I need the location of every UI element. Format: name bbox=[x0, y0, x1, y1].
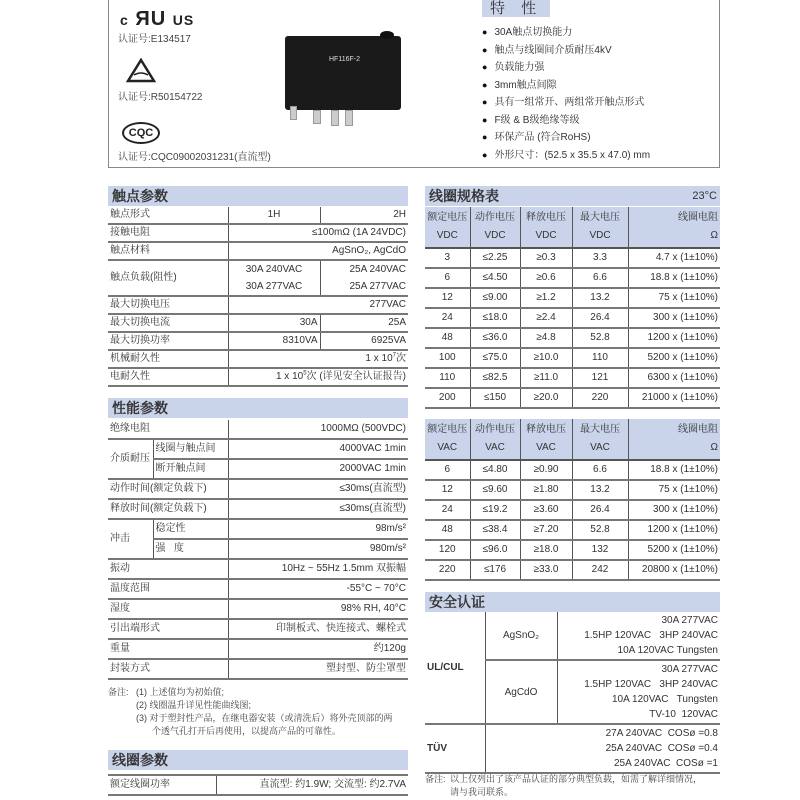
column-header bbox=[572, 419, 628, 460]
column-header bbox=[628, 207, 720, 248]
cell: 13.2 bbox=[572, 288, 628, 308]
cell: ≤30ms(直流型) bbox=[228, 479, 408, 499]
cell: 48 bbox=[425, 520, 470, 540]
relay-pin bbox=[345, 110, 353, 126]
cell: 98m/s² bbox=[228, 519, 408, 539]
cell: ≥0.3 bbox=[520, 248, 572, 268]
cell: 10Hz ~ 55Hz 1.5mm 双振幅 bbox=[228, 559, 408, 579]
row-label: 最大切换功率 bbox=[108, 332, 228, 350]
cell: ≥33.0 bbox=[520, 560, 572, 580]
header-label: 最大电压 bbox=[580, 424, 620, 435]
cell: 220 bbox=[425, 560, 470, 580]
header-unit: VDC bbox=[589, 230, 611, 241]
cell: 21000 x (1±10%) bbox=[628, 388, 720, 408]
header-label: 释放电压 bbox=[526, 424, 566, 435]
table-row bbox=[108, 479, 408, 499]
cell: ≥20.0 bbox=[520, 388, 572, 408]
cell: ≥2.4 bbox=[520, 308, 572, 328]
features-title: 特 性 bbox=[482, 0, 550, 17]
cell: 300 x (1±10%) bbox=[628, 308, 720, 328]
cell: ≥4.8 bbox=[520, 328, 572, 348]
cell: 25A 277VAC bbox=[320, 279, 408, 296]
cell: ≤19.2 bbox=[470, 500, 520, 520]
cell: 13.2 bbox=[572, 480, 628, 500]
cell: 26.4 bbox=[572, 500, 628, 520]
cell: 132 bbox=[572, 540, 628, 560]
unit: 次 bbox=[396, 353, 406, 364]
table-row bbox=[108, 296, 408, 314]
table-row bbox=[108, 639, 408, 659]
table-row bbox=[425, 540, 720, 560]
table-row bbox=[108, 775, 408, 795]
safety-note bbox=[450, 773, 702, 799]
header-label: 额定电压 bbox=[427, 212, 468, 223]
value: 1 x 10 bbox=[365, 353, 393, 364]
header-unit: VDC bbox=[436, 230, 458, 241]
header-unit: VDC bbox=[535, 230, 557, 241]
rating-line: 30A 277VAC bbox=[661, 664, 718, 675]
column-header bbox=[520, 207, 572, 248]
cell bbox=[228, 350, 408, 368]
row-label: 触点材料 bbox=[108, 242, 228, 260]
cell: ≥7.20 bbox=[520, 520, 572, 540]
cell: ≤4.80 bbox=[470, 460, 520, 480]
cell: 2000VAC 1min bbox=[228, 459, 408, 479]
cell: ≤2.25 bbox=[470, 248, 520, 268]
safety-note-prefix: 备注: bbox=[425, 774, 446, 784]
cell: 110 bbox=[425, 368, 470, 388]
cell: 75 x (1±10%) bbox=[628, 288, 720, 308]
coil-ac-table bbox=[425, 419, 720, 581]
table-row bbox=[108, 579, 408, 599]
rating-line: 30A 277VAC bbox=[661, 615, 718, 626]
sub-label: 线圈与触点间 bbox=[153, 439, 228, 459]
rating-line: 1.5HP 120VAC 3HP 240VAC bbox=[584, 679, 718, 690]
relay-pin bbox=[313, 110, 321, 124]
cell: 塑封型、防尘罩型 bbox=[228, 659, 408, 679]
ul-cert-number: 认证号:E134517 bbox=[118, 34, 191, 45]
cell: 98% RH, 40°C bbox=[228, 599, 408, 619]
cell: ≤30ms(直流型) bbox=[228, 499, 408, 519]
material-label: AgSnO₂ bbox=[485, 612, 557, 660]
cell: 20800 x (1±10%) bbox=[628, 560, 720, 580]
header-row bbox=[425, 207, 720, 248]
table-row bbox=[425, 328, 720, 348]
note-line: 请与我司联系。 bbox=[450, 787, 514, 797]
table-row bbox=[108, 260, 408, 279]
cqc-logo: CQC bbox=[122, 122, 160, 144]
exponent: 5 bbox=[303, 370, 307, 377]
note-line: (1) 上述值均为初始值; bbox=[136, 687, 225, 697]
note-line: 以上仅列出了该产品认证的部分典型负载，如需了解详细情况， bbox=[450, 774, 703, 784]
table-row bbox=[108, 619, 408, 639]
cell: ≥1.80 bbox=[520, 480, 572, 500]
table-row bbox=[108, 242, 408, 260]
rating-line: 27A 240VAC COSø =0.8 bbox=[605, 728, 718, 739]
ul-cul-label: UL/CUL bbox=[425, 612, 485, 724]
material-label: AgCdO bbox=[485, 660, 557, 724]
table-row bbox=[425, 268, 720, 288]
table-row bbox=[425, 612, 720, 660]
column-header bbox=[470, 207, 520, 248]
table-row bbox=[108, 559, 408, 579]
table-row bbox=[108, 224, 408, 242]
ul-logo-c: c bbox=[120, 12, 129, 28]
feature-item: ● 触点与线圈间介质耐压4kV bbox=[482, 42, 650, 60]
row-label: 机械耐久性 bbox=[108, 350, 228, 368]
column-header bbox=[425, 419, 470, 460]
value: 1 x 10 bbox=[275, 371, 304, 382]
table-row bbox=[108, 314, 408, 332]
coil-table-title-text: 线圈规格表 bbox=[429, 188, 499, 204]
row-label: 引出端形式 bbox=[108, 619, 228, 639]
cell: 200 bbox=[425, 388, 470, 408]
cell: 6.6 bbox=[572, 268, 628, 288]
header-unit: VAC bbox=[485, 442, 505, 453]
cell: 48 bbox=[425, 328, 470, 348]
rating-line: 25A 240VAC COSø =0.4 bbox=[605, 743, 718, 754]
cell: ≤150 bbox=[470, 388, 520, 408]
cell: ≤82.5 bbox=[470, 368, 520, 388]
column-header bbox=[628, 419, 720, 460]
table-row bbox=[425, 520, 720, 540]
row-label: 湿度 bbox=[108, 599, 228, 619]
cell: ≤38.4 bbox=[470, 520, 520, 540]
exponent: 7 bbox=[392, 352, 396, 359]
row-label: 电耐久性 bbox=[108, 368, 228, 386]
table-row bbox=[425, 724, 720, 773]
cell: ≥0.6 bbox=[520, 268, 572, 288]
table-row bbox=[425, 368, 720, 388]
cell: 121 bbox=[572, 368, 628, 388]
sub-label: 强 度 bbox=[153, 539, 228, 559]
performance-table bbox=[108, 420, 408, 680]
cell: 1000MΩ (500VDC) bbox=[228, 420, 408, 439]
row-label: 动作时间(额定负载下) bbox=[108, 479, 228, 499]
cell: 52.8 bbox=[572, 520, 628, 540]
header-label: 最大电压 bbox=[580, 212, 620, 223]
table-row bbox=[108, 539, 408, 559]
rating-line: 10A 120VAC Tungsten bbox=[611, 694, 718, 705]
cell: 980m/s² bbox=[228, 539, 408, 559]
cell: 24 bbox=[425, 308, 470, 328]
cell: 26.4 bbox=[572, 308, 628, 328]
header-unit: VAC bbox=[536, 442, 556, 453]
cell: 6925VA bbox=[320, 332, 408, 350]
rating-line: 25A 240VAC COSø =1 bbox=[613, 758, 718, 769]
row-label: 绝缘电阻 bbox=[108, 420, 228, 439]
cell: ≥1.2 bbox=[520, 288, 572, 308]
cell: 约120g bbox=[228, 639, 408, 659]
cell: 75 x (1±10%) bbox=[628, 480, 720, 500]
cell: 30A 240VAC bbox=[228, 260, 320, 279]
table-row bbox=[425, 560, 720, 580]
cell: 2H bbox=[320, 207, 408, 224]
cell: 印制板式、快连接式、螺栓式 bbox=[228, 619, 408, 639]
cell: ≤75.0 bbox=[470, 348, 520, 368]
cqc-cert-number: 认证号:CQC09002031231(直流型) bbox=[118, 152, 271, 163]
cell: 120 bbox=[425, 540, 470, 560]
table-row bbox=[108, 519, 408, 539]
cell: 30A bbox=[228, 314, 320, 332]
features-list bbox=[482, 24, 650, 164]
header-label: 线圈电阻 bbox=[678, 424, 718, 435]
feature-item: ● F级 & B级绝缘等级 bbox=[482, 112, 650, 130]
cell: 12 bbox=[425, 480, 470, 500]
row-label: 最大切换电流 bbox=[108, 314, 228, 332]
cell: 300 x (1±10%) bbox=[628, 500, 720, 520]
cell: ≤4.50 bbox=[470, 268, 520, 288]
table-row bbox=[108, 459, 408, 479]
row-label: 冲击 bbox=[108, 519, 153, 559]
coil-params-table bbox=[108, 774, 408, 796]
cell: 6.6 bbox=[572, 460, 628, 480]
ratings bbox=[557, 612, 720, 660]
table-row bbox=[425, 308, 720, 328]
cell: ≤18.0 bbox=[470, 308, 520, 328]
column-header bbox=[572, 207, 628, 248]
cell: 110 bbox=[572, 348, 628, 368]
column-header bbox=[425, 207, 470, 248]
feature-item: ● 具有一组常开、两组常开触点形式 bbox=[482, 94, 650, 112]
note-line: (3) 对于塑封性产品，在继电器安装（或清洗后）将外壳顶部的两 bbox=[136, 713, 393, 723]
sub-label: 断开触点间 bbox=[153, 459, 228, 479]
contact-table bbox=[108, 207, 408, 387]
column-header bbox=[470, 419, 520, 460]
cell: ≤100mΩ (1A 24VDC) bbox=[228, 224, 408, 242]
table-row bbox=[108, 439, 408, 459]
row-label: 释放时间(额定负载下) bbox=[108, 499, 228, 519]
cell: ≥18.0 bbox=[520, 540, 572, 560]
column-header bbox=[520, 419, 572, 460]
cell: AgSnO₂, AgCdO bbox=[228, 242, 408, 260]
unit: 次 (详见安全认证报告) bbox=[306, 371, 406, 382]
cell: 3.3 bbox=[572, 248, 628, 268]
cell: 6300 x (1±10%) bbox=[628, 368, 720, 388]
table-row bbox=[425, 248, 720, 268]
tuv-triangle-icon bbox=[126, 58, 156, 84]
cell: 24 bbox=[425, 500, 470, 520]
tuv-cert-number: 认证号:R50154722 bbox=[118, 92, 203, 103]
row-label: 最大切换电压 bbox=[108, 296, 228, 314]
row-label: 触点形式 bbox=[108, 207, 228, 224]
cell: 1200 x (1±10%) bbox=[628, 328, 720, 348]
table-row bbox=[425, 460, 720, 480]
table-row bbox=[425, 500, 720, 520]
cell: 6 bbox=[425, 460, 470, 480]
cell: 30A 277VAC bbox=[228, 279, 320, 296]
relay-screw bbox=[380, 31, 394, 39]
table-row bbox=[108, 207, 408, 224]
header-label: 动作电压 bbox=[475, 212, 515, 223]
table-row bbox=[425, 388, 720, 408]
row-label: 温度范围 bbox=[108, 579, 228, 599]
table-row bbox=[108, 332, 408, 350]
cell: ≤96.0 bbox=[470, 540, 520, 560]
cell: 5200 x (1±10%) bbox=[628, 348, 720, 368]
table-row bbox=[425, 348, 720, 368]
cell: 277VAC bbox=[228, 296, 408, 314]
coil-table-title bbox=[425, 186, 720, 206]
cell: 直流型: 约1.9W; 交流型: 约2.7VA bbox=[216, 775, 408, 795]
rating-line: TV-10 120VAC bbox=[649, 709, 718, 720]
safety-section-title: 安全认证 bbox=[425, 592, 720, 612]
feature-item: ● 负载能力强 bbox=[482, 59, 650, 77]
cell: 220 bbox=[572, 388, 628, 408]
product-photo bbox=[285, 28, 405, 123]
feature-item: ● 外形尺寸：(52.5 x 35.5 x 47.0) mm bbox=[482, 147, 650, 165]
header-label: 释放电压 bbox=[526, 212, 566, 223]
cell: 6 bbox=[425, 268, 470, 288]
header-label: 额定电压 bbox=[427, 424, 468, 435]
header-unit: Ω bbox=[710, 442, 718, 453]
table-row bbox=[108, 368, 408, 386]
cell: 8310VA bbox=[228, 332, 320, 350]
note-line: (2) 线圈温升详见性能曲线图; bbox=[136, 700, 252, 710]
header-unit: Ω bbox=[710, 230, 718, 241]
rating-line: 1.5HP 120VAC 3HP 240VAC bbox=[584, 630, 718, 641]
ul-logo-us: US bbox=[172, 12, 195, 28]
relay-pin bbox=[331, 110, 339, 126]
contact-section-title: 触点参数 bbox=[108, 186, 408, 206]
header-label: 动作电压 bbox=[475, 424, 515, 435]
table-row bbox=[425, 288, 720, 308]
row-label: 触点负载(阻性) bbox=[108, 260, 228, 296]
cell: ≤9.00 bbox=[470, 288, 520, 308]
note-line: 个透气孔打开后再使用，以提高产品的可靠性。 bbox=[152, 726, 342, 736]
cell: 4.7 x (1±10%) bbox=[628, 248, 720, 268]
safety-table bbox=[425, 612, 720, 774]
ul-logo bbox=[120, 8, 194, 31]
header-row bbox=[425, 419, 720, 460]
row-label: 接触电阻 bbox=[108, 224, 228, 242]
coil-table-temperature: 23°C bbox=[692, 190, 717, 202]
cell: ≤9.60 bbox=[470, 480, 520, 500]
row-label: 介质耐压 bbox=[108, 439, 153, 479]
cell: ≤36.0 bbox=[470, 328, 520, 348]
table-row bbox=[425, 480, 720, 500]
cell: 25A 240VAC bbox=[349, 264, 406, 275]
ul-logo-mark: ЯU bbox=[135, 8, 167, 30]
rating-line: 10A 120VAC Tungsten bbox=[617, 645, 718, 656]
cell: ≥3.60 bbox=[520, 500, 572, 520]
relay-body bbox=[285, 36, 401, 110]
table-row bbox=[108, 420, 408, 439]
header-unit: VDC bbox=[484, 230, 506, 241]
row-label: 振动 bbox=[108, 559, 228, 579]
tuv-label: TÜV bbox=[425, 724, 485, 773]
performance-notes-prefix: 备注: bbox=[108, 687, 129, 697]
relay-model-label: HF116F-2 bbox=[329, 56, 360, 63]
cell bbox=[228, 368, 408, 386]
cell: ≥0.90 bbox=[520, 460, 572, 480]
cell: 1200 x (1±10%) bbox=[628, 520, 720, 540]
feature-item: ● 30A触点切换能力 bbox=[482, 24, 650, 42]
table-row bbox=[108, 659, 408, 679]
cell: ≥10.0 bbox=[520, 348, 572, 368]
performance-section-title: 性能参数 bbox=[108, 398, 408, 418]
table-row bbox=[108, 350, 408, 368]
cell: 12 bbox=[425, 288, 470, 308]
coil-dc-table bbox=[425, 207, 720, 409]
table-row bbox=[108, 599, 408, 619]
cell: ≤176 bbox=[470, 560, 520, 580]
cell: 18.8 x (1±10%) bbox=[628, 268, 720, 288]
row-label: 重量 bbox=[108, 639, 228, 659]
coil-params-section-title: 线圈参数 bbox=[108, 750, 408, 770]
row-label: 额定线圈功率 bbox=[108, 775, 216, 795]
feature-item: ● 环保产品 (符合RoHS) bbox=[482, 129, 650, 147]
header-label: 线圈电阻 bbox=[678, 212, 718, 223]
header-unit: VAC bbox=[590, 442, 610, 453]
performance-notes bbox=[136, 686, 393, 738]
cell: 52.8 bbox=[572, 328, 628, 348]
row-label: 封装方式 bbox=[108, 659, 228, 679]
cell: 100 bbox=[425, 348, 470, 368]
relay-pin bbox=[290, 106, 297, 120]
cell: 5200 x (1±10%) bbox=[628, 540, 720, 560]
cell: -55°C ~ 70°C bbox=[228, 579, 408, 599]
cell: 1H bbox=[228, 207, 320, 224]
cell: 4000VAC 1min bbox=[228, 439, 408, 459]
header-unit: VAC bbox=[437, 442, 458, 453]
cell: 18.8 x (1±10%) bbox=[628, 460, 720, 480]
table-row bbox=[108, 499, 408, 519]
ratings bbox=[557, 660, 720, 724]
feature-item: ● 3mm触点间隙 bbox=[482, 77, 650, 95]
cell: 25A bbox=[320, 314, 408, 332]
cell: ≥11.0 bbox=[520, 368, 572, 388]
cell: 3 bbox=[425, 248, 470, 268]
ratings bbox=[485, 724, 720, 773]
cell: 242 bbox=[572, 560, 628, 580]
sub-label: 稳定性 bbox=[153, 519, 228, 539]
